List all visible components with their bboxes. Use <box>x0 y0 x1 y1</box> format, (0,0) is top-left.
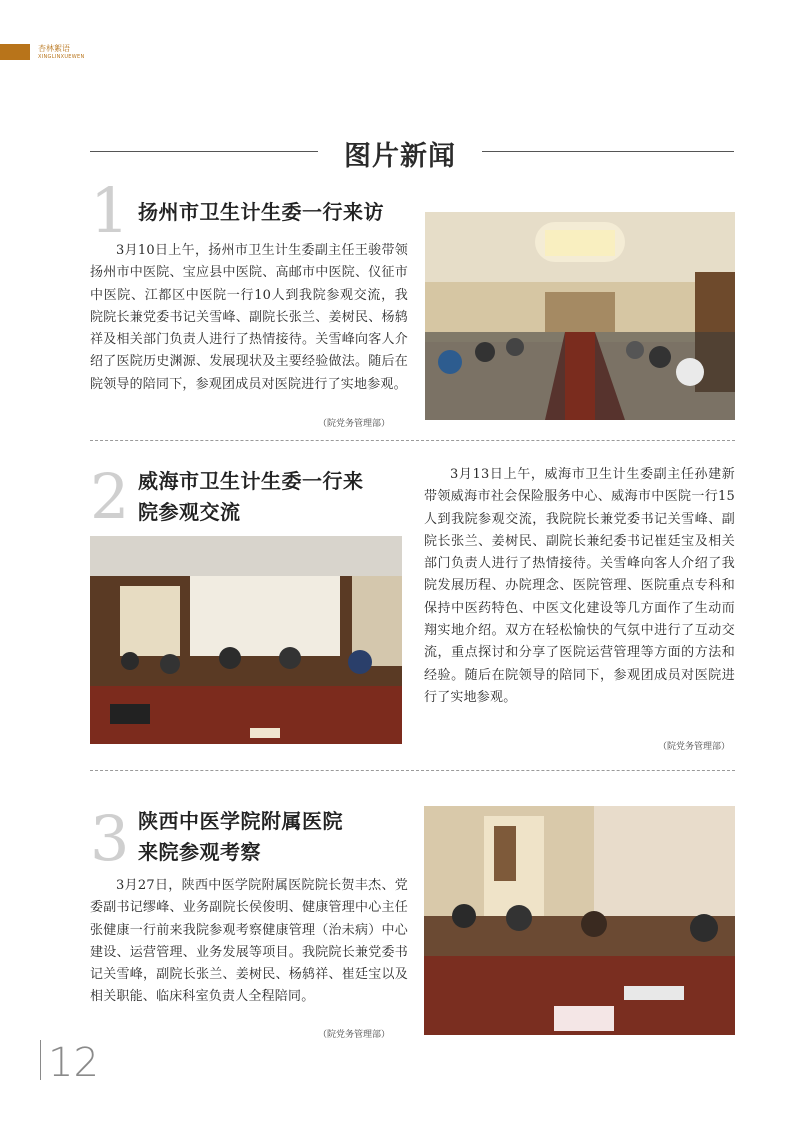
meeting-photo-yangzhou <box>425 212 735 420</box>
article-title-line2: 院参观交流 <box>138 500 241 524</box>
article-title-line1: 威海市卫生计生委一行来 <box>138 469 364 493</box>
article-source: （院党务管理部） <box>318 419 391 429</box>
banner-rule-right <box>482 151 734 152</box>
article-body: 3月27日，陕西中医学院附属医院院长贺丰杰、党委副书记缪峰、业务副院长侯俊明、健康管理中心主任张健康一行前来我院参观考察健康管理（治未病）中心建设、运营管理、业务发展等项目。我院院长兼党委书记关雪峰，副院长张兰、姜树民、杨鸫祥、崔廷宝以及相关职能、临床科室负责人全程陪同。 <box>90 878 408 1005</box>
section-title: 图片新闻 <box>344 141 456 172</box>
article-divider <box>90 440 735 441</box>
article-number: 2 <box>90 460 130 533</box>
page-number: 12 <box>48 1040 99 1086</box>
banner-rule-left <box>90 151 318 152</box>
column-tab <box>0 44 30 60</box>
article-number: 3 <box>90 802 130 875</box>
article-body: 3月10日上午，扬州市卫生计生委副主任王骏带领扬州市中医院、宝应县中医院、高邮市中医院、仪征市中医院、江都区中医院一行10人到我院参观交流，我院院长兼党委书记关雪峰、副院长张兰、姜树民、杨鸫祥及相关部门负责人进行了热情接待。关雪峰向客人介绍了医院历史渊源、发展现状及主要经验做法。随后在院领导的陪同下，参观团成员对医院进行了实地参观。 <box>90 243 408 392</box>
article-source: （院党务管理部） <box>318 1030 391 1040</box>
column-name-en: XINGLINXUEWEN <box>38 54 85 60</box>
article-title-line2: 来院参观考察 <box>138 840 261 864</box>
meeting-photo-weihai <box>90 536 402 744</box>
column-name: 杏林絮语 <box>38 44 70 53</box>
article-title: 扬州市卫生计生委一行来访 <box>138 200 384 224</box>
meeting-photo-shaanxi <box>424 806 735 1035</box>
article-source: （院党务管理部） <box>658 742 731 752</box>
article-body: 3月13日上午，威海市卫生计生委副主任孙建新带领威海市社会保险服务中心、威海市中医院一行15人到我院参观交流，我院院长兼党委书记关雪峰、副院长张兰、姜树民、副院长兼纪委书记崔廷宝及相关部门负责人进行了热情接待。关雪峰向客人介绍了我院发展历程、办院理念、医院管理、医院重点专科和保持中医药特色、中医文化建设等几方面作了生动而翔实地介绍。双方在轻松愉快的气氛中进行了互动交流，重点探讨和分享了医院运营管理等方面的方法和经验。随后在院领导的陪同下，参观团成员对医院进行了实地参观。 <box>424 467 735 705</box>
article-number: 1 <box>90 174 130 247</box>
article-title-line1: 陕西中医学院附属医院 <box>138 809 343 833</box>
page-number-rule <box>40 1040 41 1080</box>
article-divider <box>90 770 735 771</box>
